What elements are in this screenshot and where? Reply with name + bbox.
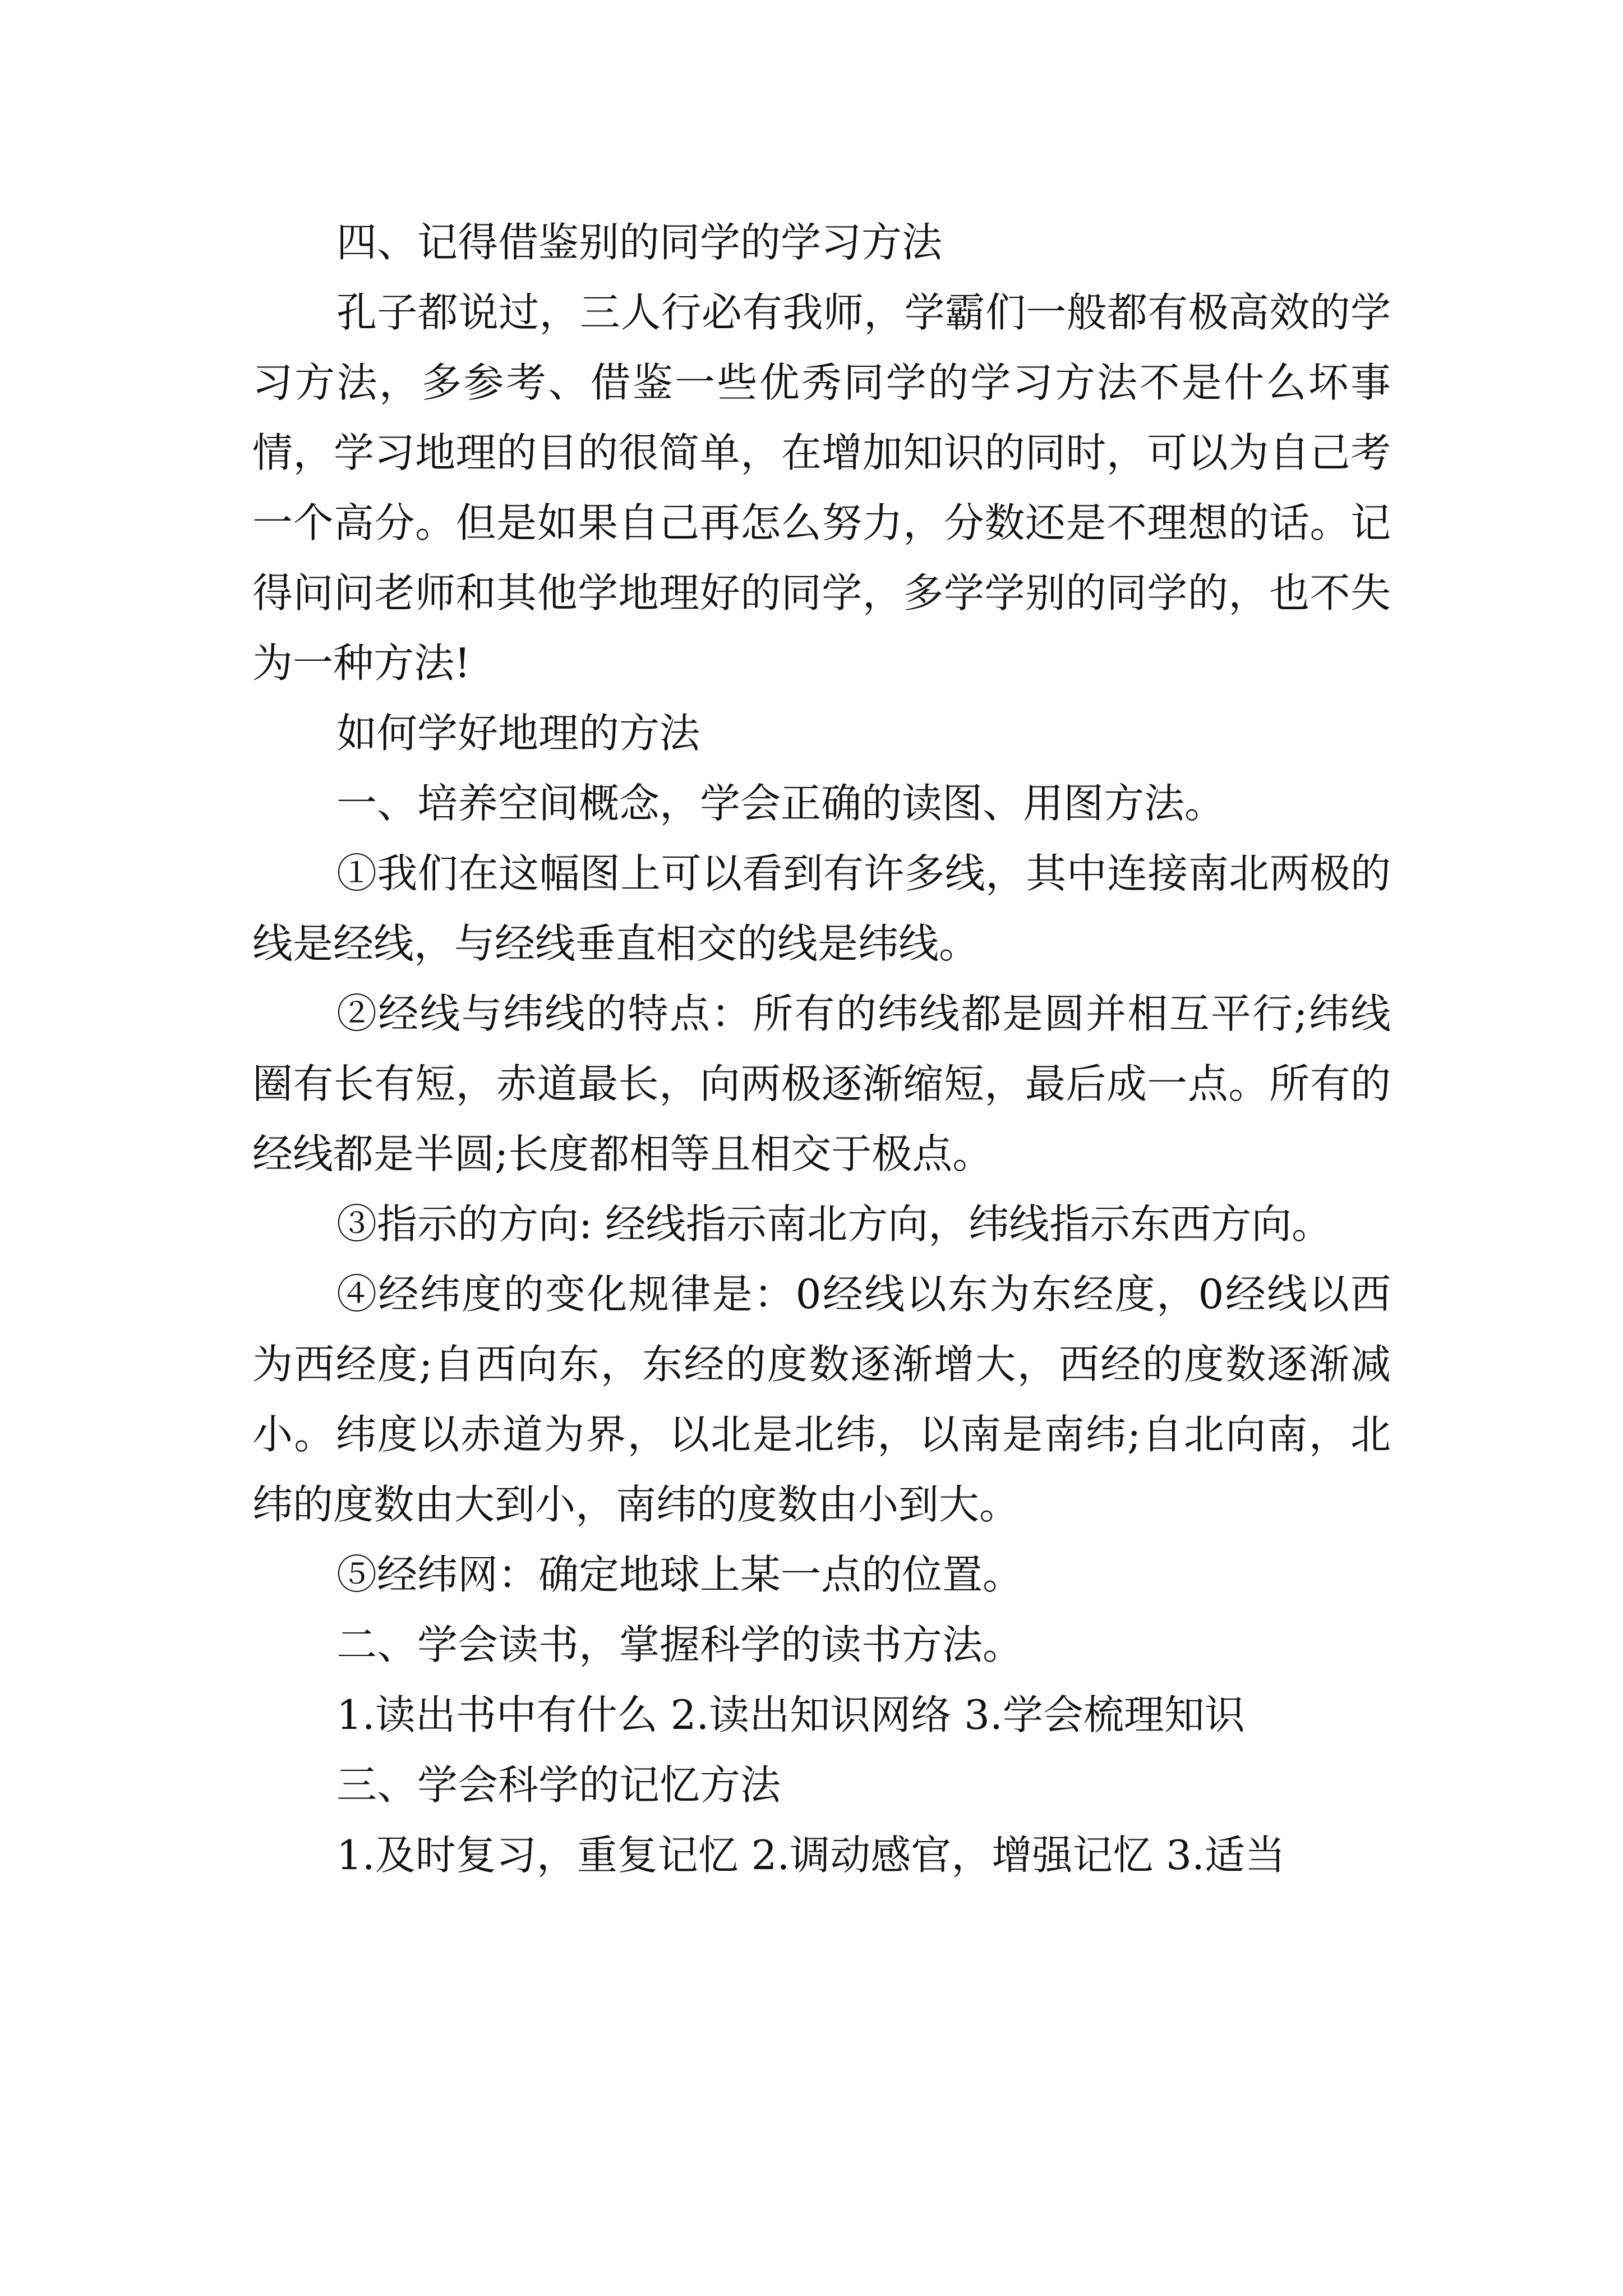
paragraph-point-3: ③指示的方向: 经线指示南北方向，纬线指示东西方向。 bbox=[336, 1200, 1332, 1248]
article-subtitle: 如何学好地理的方法 bbox=[336, 710, 700, 757]
paragraph-point-2: ②经线与纬线的特点：所有的纬线都是圆并相互平行;纬线圈有长有短，赤道最长，向两极逐渐缩短，最后成一点。所有的经线都是半圆;长度都相等且相交于极点。 bbox=[252, 990, 1391, 1177]
paragraph-memory-steps: 1.及时复习，重复记忆 2.调动感官，增强记忆 3.适当 bbox=[336, 1832, 1285, 1879]
section-heading-3: 三、学会科学的记忆方法 bbox=[336, 1761, 781, 1809]
paragraph-point-5: ⑤经纬网：确定地球上某一点的位置。 bbox=[336, 1551, 1023, 1598]
paragraph-point-1: ①我们在这幅图上可以看到有许多线，其中连接南北两极的线是经线，与经线垂直相交的线是纬线。 bbox=[252, 850, 1391, 967]
section-heading-4: 四、记得借鉴别的同学的学习方法 bbox=[336, 219, 943, 266]
paragraph-learn-from-peers: 孔子都说过，三人行必有我师，学霸们一般都有极高效的学习方法，多参考、借鉴一些优秀同学的学习方法不是什么坏事情，学习地理的目的很简单，在增加知识的同时，可以为自己考一个高分。但是如果自己再怎么努力，分数还是不理想的话。记得问问老师和其他学地理好的同学，多学学别的同学的，也不失为一种方法! bbox=[252, 289, 1391, 687]
paragraph-reading-steps: 1.读出书中有什么 2.读出知识网络 3.学会梳理知识 bbox=[336, 1691, 1245, 1738]
section-heading-2: 二、学会读书，掌握科学的读书方法。 bbox=[336, 1621, 1023, 1668]
document-page bbox=[252, 208, 1391, 1890]
section-heading-1: 一、培养空间概念，学会正确的读图、用图方法。 bbox=[336, 780, 1225, 827]
paragraph-point-4: ④经纬度的变化规律是：0经线以东为东经度，0经线以西为西经度;自西向东，东经的度数逐渐增大，西经的度数逐渐减小。纬度以赤道为界，以北是北纬，以南是南纬;自北向南，北纬的度数由大到小，南纬的度数由小到大。 bbox=[252, 1271, 1391, 1528]
